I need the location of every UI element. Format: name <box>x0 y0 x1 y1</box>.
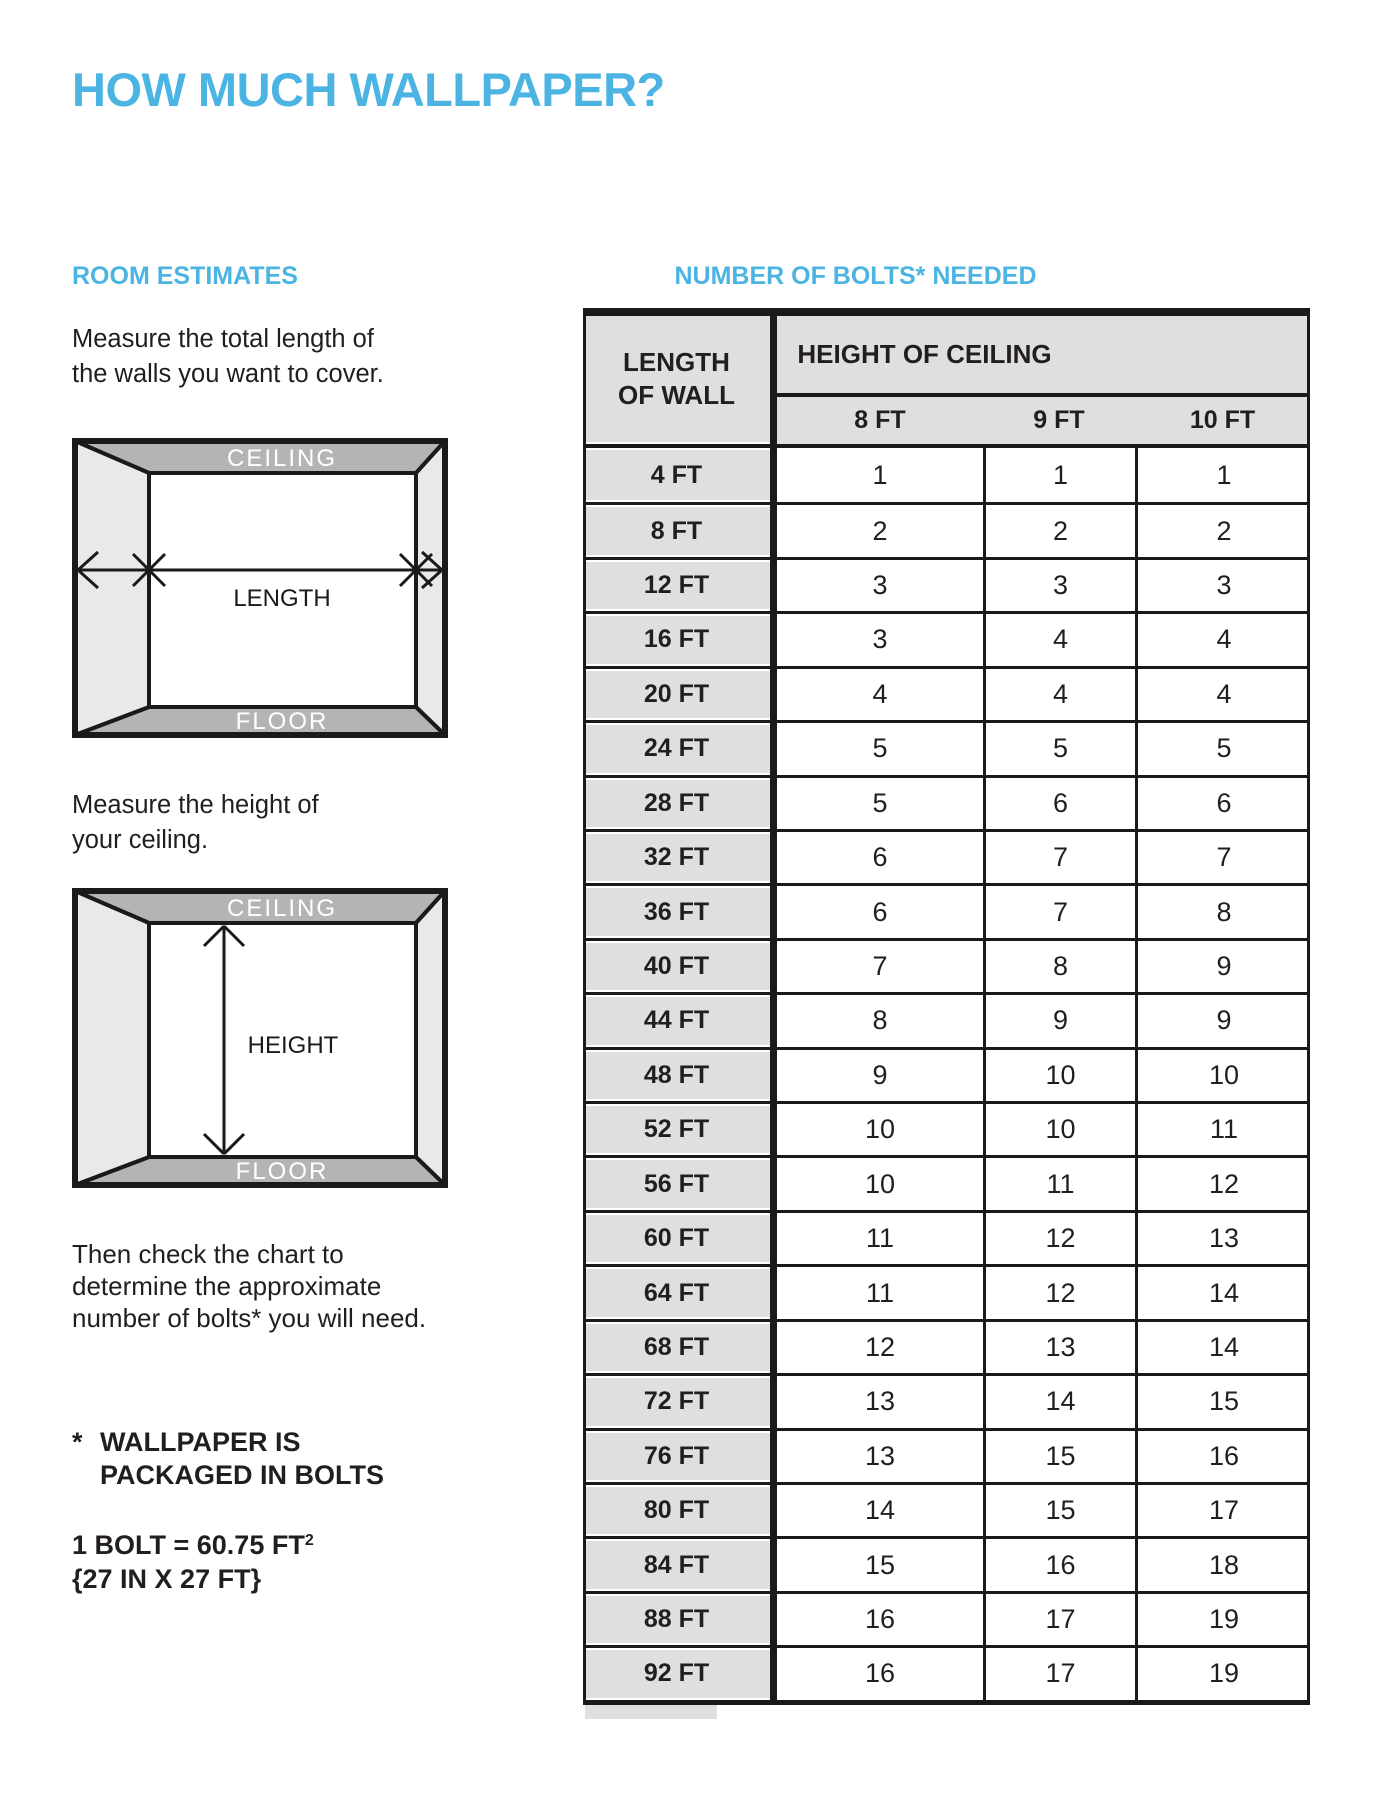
bolt-count-cell: 1 <box>983 448 1135 502</box>
row-label: 76 FT <box>583 1433 770 1480</box>
row-label-cell <box>583 778 770 829</box>
ceiling-label: CEILING <box>226 895 338 922</box>
bolt-equation-line: 1 BOLT = 60.75 $FT^2$ <box>72 1530 314 1560</box>
row-label-cell <box>583 560 770 611</box>
length-of-wall-header <box>583 316 770 442</box>
row-label: 80 FT <box>583 1487 770 1534</box>
row-label: 20 FT <box>583 671 770 718</box>
table-row <box>583 1155 1310 1209</box>
bolt-count-cell: 19 <box>1135 1594 1310 1645</box>
row-label-cell <box>583 723 770 774</box>
floor-label: FLOOR <box>235 708 329 735</box>
measure-length-paragraph <box>72 322 384 392</box>
table-row <box>583 938 1310 992</box>
bolt-count-cell: 14 <box>1135 1322 1310 1373</box>
footnote-line: PACKAGED IN BOLTS <box>100 1460 385 1490</box>
table-row <box>583 1264 1310 1318</box>
row-label: 16 FT <box>583 616 770 663</box>
row-label: 36 FT <box>583 888 770 935</box>
bolt-count-cell: 17 <box>983 1648 1135 1699</box>
row-label-cell <box>583 1485 770 1536</box>
row-label: 68 FT <box>583 1324 770 1371</box>
bolt-count-cell: 2 <box>983 505 1135 556</box>
bolt-count-cell: 8 <box>777 995 983 1046</box>
row-label: 32 FT <box>583 834 770 881</box>
table-row <box>583 1210 1310 1264</box>
paragraph-line: Then check the chart to <box>72 1239 344 1269</box>
paragraph-line: Measure the total length of <box>72 325 374 353</box>
bolt-count-cell: 10 <box>983 1050 1135 1101</box>
bolt-count-cell: 7 <box>1135 832 1310 883</box>
floor-label: FLOOR <box>235 1158 329 1185</box>
bolt-count-cell: 12 <box>983 1213 1135 1264</box>
bolt-count-cell: 12 <box>1135 1158 1310 1209</box>
right-wall <box>416 441 445 735</box>
table-row <box>583 448 1310 502</box>
table-row <box>583 666 1310 720</box>
row-label-cell <box>583 1213 770 1264</box>
row-label-cell <box>583 1267 770 1318</box>
bolt-count-cell: 11 <box>1135 1104 1310 1155</box>
bolt-count-cell: 14 <box>1135 1267 1310 1318</box>
ceiling-label: CEILING <box>226 445 338 472</box>
row-label: 56 FT <box>583 1160 770 1207</box>
row-label: 44 FT <box>583 997 770 1044</box>
bolt-count-cell: 6 <box>1135 778 1310 829</box>
bolt-count-cell: 8 <box>1135 886 1310 937</box>
row-label-cell <box>583 886 770 937</box>
row-label: 64 FT <box>583 1269 770 1316</box>
row-label-cell <box>583 669 770 720</box>
bolt-count-cell: 4 <box>983 669 1135 720</box>
bolt-count-cell: 4 <box>777 669 983 720</box>
bolt-count-cell: 10 <box>777 1104 983 1155</box>
row-label-cell <box>583 941 770 992</box>
row-label-cell <box>583 1539 770 1590</box>
paragraph-line: the walls you want to cover. <box>72 360 384 388</box>
row-label-cell <box>583 1594 770 1645</box>
table-body <box>583 448 1310 1700</box>
room-length-diagram <box>72 438 448 738</box>
table-row <box>583 829 1310 883</box>
paragraph-line: Measure the height of <box>72 791 319 819</box>
column-headers-row <box>777 397 1310 444</box>
table-row <box>583 502 1310 556</box>
table-row <box>583 1101 1310 1155</box>
bolt-count-cell: 6 <box>777 886 983 937</box>
column-header-9ft: 9 FT <box>1033 406 1085 434</box>
bolt-count-cell: 3 <box>983 560 1135 611</box>
ceiling-header-group <box>777 316 1310 444</box>
row-label-cell <box>583 1322 770 1373</box>
table-row <box>583 1591 1310 1645</box>
table-top-border <box>583 308 1310 316</box>
bolt-count-cell: 17 <box>983 1594 1135 1645</box>
bolt-count-cell: 15 <box>983 1485 1135 1536</box>
bolt-count-cell: 7 <box>983 886 1135 937</box>
left-wall <box>75 441 149 735</box>
length-label: LENGTH <box>233 585 331 612</box>
bolt-count-cell: 14 <box>983 1376 1135 1427</box>
check-chart-paragraph <box>72 1238 426 1334</box>
table-right-border <box>1307 316 1310 1700</box>
row-label: 28 FT <box>583 780 770 827</box>
table-row <box>583 720 1310 774</box>
bolt-count-cell: 15 <box>777 1539 983 1590</box>
table-row <box>583 1428 1310 1482</box>
bolt-count-cell: 15 <box>1135 1376 1310 1427</box>
bolt-size-info <box>72 1524 314 1596</box>
row-label-cell <box>583 1158 770 1209</box>
bolt-count-cell: 11 <box>777 1213 983 1264</box>
bolt-count-cell: 10 <box>777 1158 983 1209</box>
row-label: 84 FT <box>583 1541 770 1588</box>
row-label: 24 FT <box>583 725 770 772</box>
table-header <box>583 316 1310 448</box>
bolt-count-cell: 9 <box>1135 995 1310 1046</box>
bolt-count-cell: 5 <box>777 778 983 829</box>
table-row <box>583 1319 1310 1373</box>
bolt-count-cell: 11 <box>983 1158 1135 1209</box>
table-row <box>583 1482 1310 1536</box>
height-label: HEIGHT <box>247 1032 339 1059</box>
bolt-count-cell: 17 <box>1135 1485 1310 1536</box>
table-row <box>583 775 1310 829</box>
bolt-count-cell: 19 <box>1135 1648 1310 1699</box>
bolt-count-cell: 6 <box>983 778 1135 829</box>
paragraph-line: determine the approximate <box>72 1271 382 1301</box>
bolt-count-cell: 10 <box>1135 1050 1310 1101</box>
bolt-count-cell: 4 <box>1135 669 1310 720</box>
row-label-cell <box>583 832 770 883</box>
bolt-count-cell: 10 <box>983 1104 1135 1155</box>
table-thick-divider <box>770 316 777 1700</box>
bolt-count-cell: 7 <box>777 941 983 992</box>
bolt-count-cell: 16 <box>1135 1431 1310 1482</box>
row-label-cell <box>583 1431 770 1482</box>
bolt-count-cell: 16 <box>777 1594 983 1645</box>
row-label: 52 FT <box>583 1106 770 1153</box>
asterisk: * <box>72 1427 83 1457</box>
row-label: 48 FT <box>583 1052 770 1099</box>
left-wall <box>75 891 149 1185</box>
corner-header-line: OF WALL <box>618 380 735 410</box>
bolt-count-cell: 14 <box>777 1485 983 1536</box>
bolt-count-cell: 13 <box>1135 1213 1310 1264</box>
bolt-count-cell: 6 <box>777 832 983 883</box>
bolt-count-cell: 2 <box>1135 505 1310 556</box>
column-header-8ft: 8 FT <box>854 406 906 434</box>
row-label-cell <box>583 995 770 1046</box>
bolt-count-cell: 4 <box>983 614 1135 665</box>
bolt-count-cell: 9 <box>983 995 1135 1046</box>
room-height-diagram <box>72 888 448 1188</box>
table-row <box>583 1373 1310 1427</box>
bolt-count-cell: 3 <box>777 614 983 665</box>
bolt-count-cell: 16 <box>983 1539 1135 1590</box>
height-of-ceiling-header: HEIGHT OF CEILING <box>777 316 1310 393</box>
bolt-count-cell: 4 <box>1135 614 1310 665</box>
bolt-count-cell: 12 <box>983 1267 1135 1318</box>
table-row <box>583 1536 1310 1590</box>
bolt-count-cell: 5 <box>983 723 1135 774</box>
row-label: 60 FT <box>583 1215 770 1262</box>
bolt-count-cell: 9 <box>1135 941 1310 992</box>
superscript-2: 2 <box>304 1532 314 1549</box>
table-row <box>583 883 1310 937</box>
row-label: 88 FT <box>583 1596 770 1643</box>
corner-header-line: LENGTH <box>623 347 730 377</box>
row-label-cell <box>583 448 770 502</box>
right-wall <box>416 891 445 1185</box>
bolt-count-cell: 16 <box>777 1648 983 1699</box>
bolt-count-cell: 13 <box>777 1431 983 1482</box>
bolt-count-cell: 8 <box>983 941 1135 992</box>
wallpaper-bolts-footnote <box>72 1426 384 1492</box>
bolt-count-cell: 7 <box>983 832 1135 883</box>
bolt-count-cell: 5 <box>1135 723 1310 774</box>
bolt-count-cell: 13 <box>777 1376 983 1427</box>
table-row <box>583 992 1310 1046</box>
row-label-cell <box>583 1104 770 1155</box>
page-title: HOW MUCH WALLPAPER? <box>72 63 665 116</box>
bolt-count-cell: 11 <box>777 1267 983 1318</box>
paragraph-line: your ceiling. <box>72 826 209 854</box>
column-header-10ft: 10 FT <box>1189 406 1256 434</box>
table-row <box>583 1645 1310 1699</box>
bolt-count-cell: 3 <box>777 560 983 611</box>
bolts-needed-heading: NUMBER OF BOLTS* NEEDED <box>674 262 1037 290</box>
bolt-count-cell: 13 <box>983 1322 1135 1373</box>
paragraph-line: number of bolts* you will need. <box>72 1303 427 1333</box>
bolt-count-cell: 9 <box>777 1050 983 1101</box>
footnote-line: WALLPAPER IS <box>100 1427 301 1457</box>
table-row <box>583 611 1310 665</box>
row-label: 40 FT <box>583 943 770 990</box>
table-row <box>583 1047 1310 1101</box>
bolt-count-cell: 1 <box>777 448 983 502</box>
row-label-cell <box>583 505 770 556</box>
row-label-cell <box>583 1376 770 1427</box>
row-label: 4 FT <box>583 450 770 500</box>
measure-height-paragraph <box>72 788 319 858</box>
row-label: 92 FT <box>583 1650 770 1697</box>
row-label: 12 FT <box>583 562 770 609</box>
row-label: 72 FT <box>583 1378 770 1425</box>
bolt-count-cell: 5 <box>777 723 983 774</box>
bolt-count-cell: 15 <box>983 1431 1135 1482</box>
bolt-count-cell: 3 <box>1135 560 1310 611</box>
bolt-count-cell: 12 <box>777 1322 983 1373</box>
bolt-count-cell: 2 <box>777 505 983 556</box>
bolt-count-cell: 18 <box>1135 1539 1310 1590</box>
row-label-cell <box>583 1648 770 1699</box>
bolt-dimensions-line: {27 IN X 27 FT} <box>72 1564 262 1594</box>
row-label: 8 FT <box>583 507 770 554</box>
table-bottom-stub <box>585 1705 717 1719</box>
table-row <box>583 557 1310 611</box>
row-label-cell <box>583 614 770 665</box>
row-label-cell <box>583 1050 770 1101</box>
room-estimates-heading: ROOM ESTIMATES <box>72 262 298 290</box>
bolt-count-cell: 1 <box>1135 448 1310 502</box>
bolts-table <box>583 308 1310 1719</box>
table-left-border <box>583 316 586 1700</box>
